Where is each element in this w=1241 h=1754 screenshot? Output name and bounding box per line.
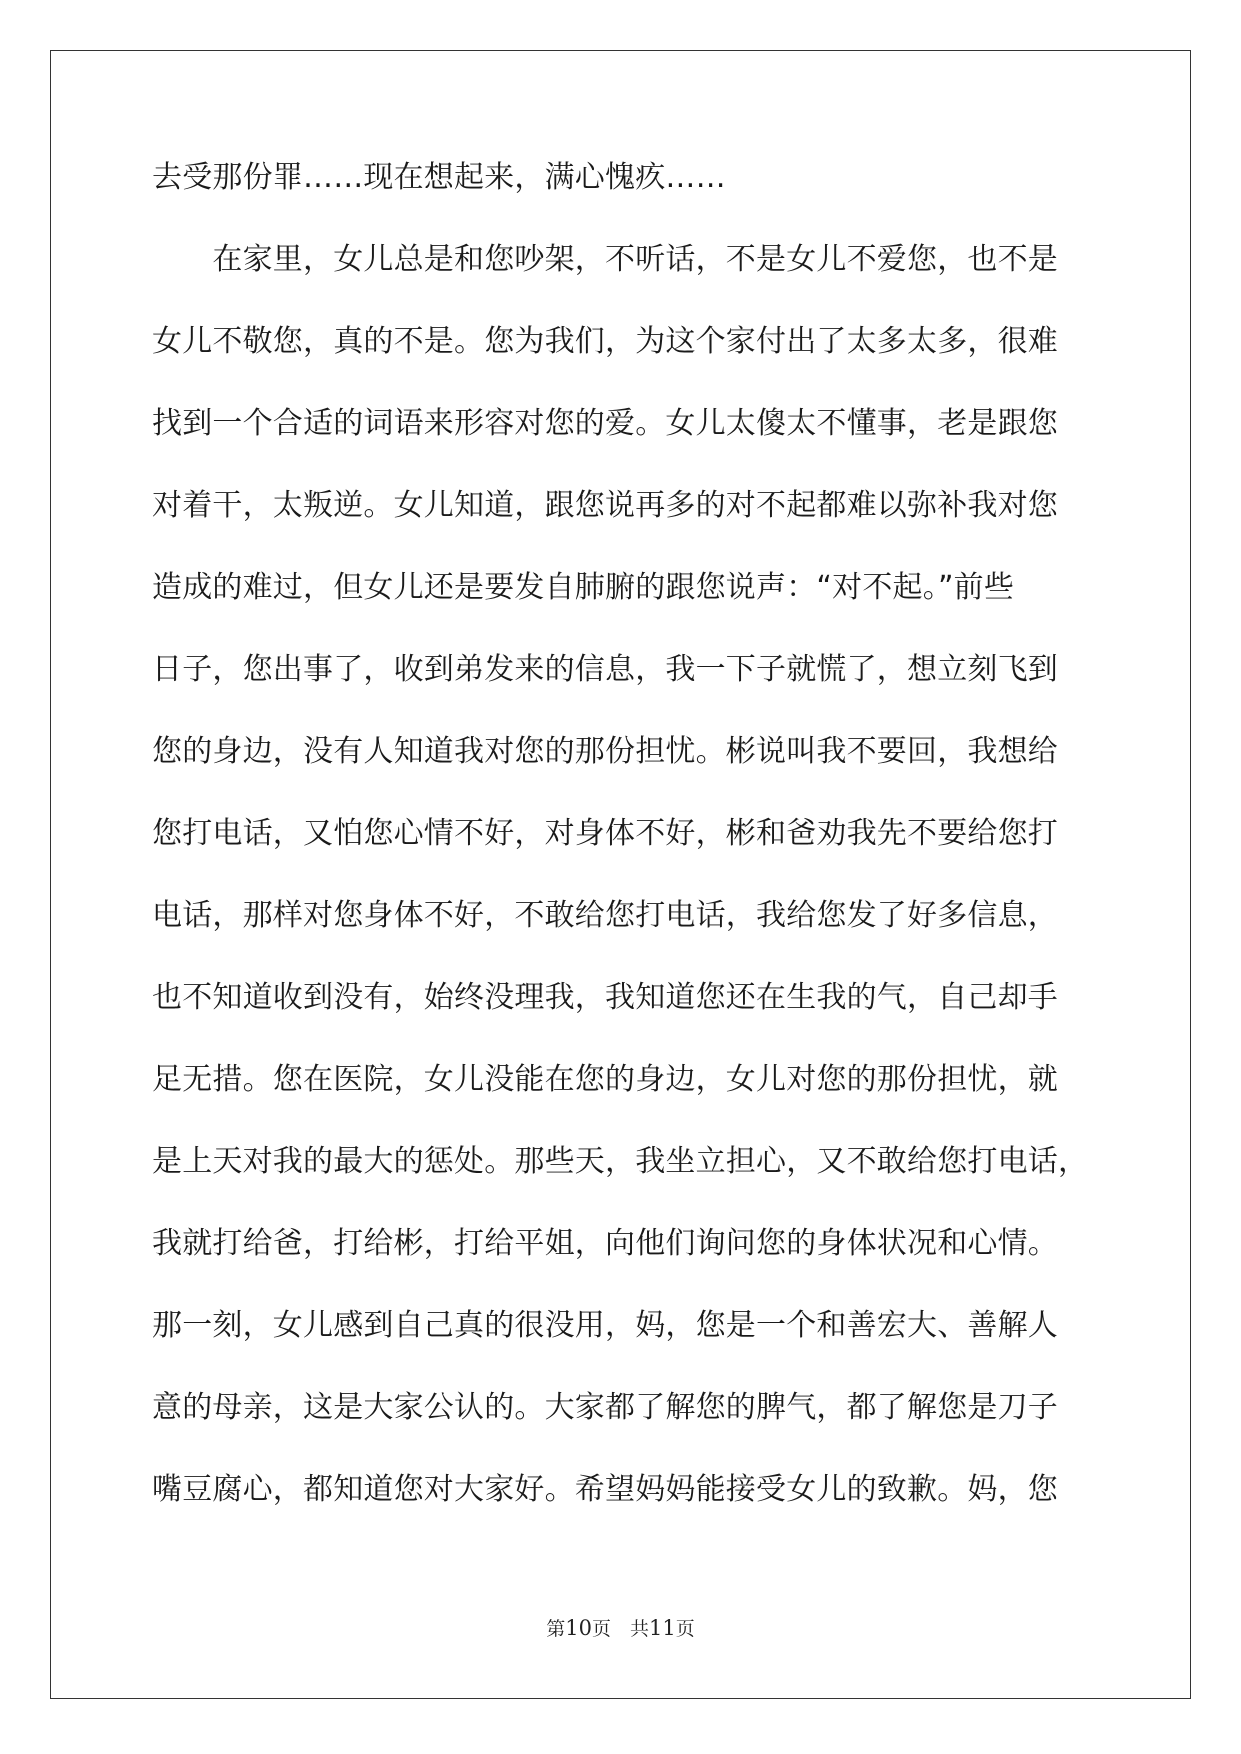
page-suffix: 页 xyxy=(675,1618,695,1640)
text-line: 您打电话，又怕您心情不好，对身体不好，彬和爸劝我先不要给您打 xyxy=(152,816,1058,851)
page-footer xyxy=(0,1614,1241,1641)
text-line: 我就打给爸，打给彬，打给平姐，向他们询问您的身体状况和心情。 xyxy=(152,1226,1058,1261)
text-line: 意的母亲，这是大家公认的。大家都了解您的脾气，都了解您是刀子 xyxy=(152,1390,1058,1425)
text-line: 嘴豆腐心，都知道您对大家好。希望妈妈能接受女儿的致歉。妈，您 xyxy=(152,1472,1058,1507)
text-line: 电话，那样对您身体不好，不敢给您打电话，我给您发了好多信息， xyxy=(152,898,1058,933)
text-line: 在家里，女儿总是和您吵架，不听话，不是女儿不爱您，也不是 xyxy=(152,242,1058,277)
text-line: 您的身边，没有人知道我对您的那份担忧。彬说叫我不要回，我想给 xyxy=(152,734,1058,769)
page-total-number: 11 xyxy=(649,1616,676,1640)
text-line: 也不知道收到没有，始终没理我，我知道您还在生我的气，自己却手 xyxy=(152,980,1058,1015)
text-line: 找到一个合适的词语来形容对您的爱。女儿太傻太不懂事，老是跟您 xyxy=(152,406,1058,441)
text-line: 日子，您出事了，收到弟发来的信息，我一下子就慌了，想立刻飞到 xyxy=(152,652,1058,687)
page-current-number: 10 xyxy=(565,1616,592,1640)
text-line: 足无措。您在医院，女儿没能在您的身边，女儿对您的那份担忧，就 xyxy=(152,1062,1058,1097)
text-line: 是上天对我的最大的惩处。那些天，我坐立担心，又不敢给您打电话， xyxy=(152,1144,1089,1179)
text-line: 造成的难过，但女儿还是要发自肺腑的跟您说声：“对不起。”前些 xyxy=(152,570,1015,605)
text-line: 女儿不敬您，真的不是。您为我们，为这个家付出了太多太多，很难 xyxy=(152,324,1058,359)
text-line: 对着干，太叛逆。女儿知道，跟您说再多的对不起都难以弥补我对您 xyxy=(152,488,1058,523)
page-mid-text: 页 共 xyxy=(591,1618,649,1640)
body-text xyxy=(152,160,1092,1554)
text-line: 那一刻，女儿感到自己真的很没用，妈，您是一个和善宏大、善解人 xyxy=(152,1308,1058,1343)
page-prefix: 第 xyxy=(546,1618,566,1640)
text-line: 去受那份罪……现在想起来，满心愧疚…… xyxy=(152,160,726,195)
